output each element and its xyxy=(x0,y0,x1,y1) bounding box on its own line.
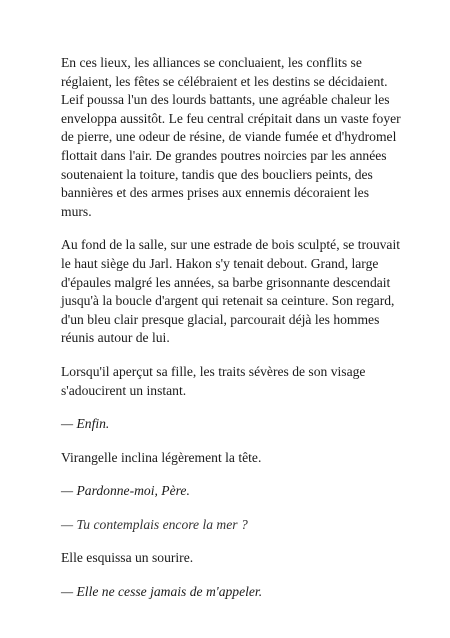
paragraph-sourire: Elle esquissa un sourire. xyxy=(61,550,194,566)
paragraph-father-reaction: Lorsqu'il aperçut sa fille, les traits sévères de son visage s'adoucirent un instant. xyxy=(61,363,366,398)
dialogue-line-appeler: — Elle ne cesse jamais de m'appeler. xyxy=(61,584,263,600)
paragraph-jarl-description: Au fond de la salle, sur une estrade de bois sculpté, se trouvait le haut siège du Jarl. Hakon s'y tenait debout. Grand, large d'épaules malgré les années, sa barbe grisonnante descendait jusqu'à la boucle d'argent qui retenait sa ceinture. Son regard, d'un bleu clair presque glacial, parcourait déjà les hommes réunis autour de lui. xyxy=(61,237,400,346)
document-page xyxy=(61,54,401,617)
paragraph-virangelle-bows: Virangelle inclina légèrement la tête. xyxy=(61,449,262,465)
dialogue-line-pardonne: — Pardonne-moi, Père. xyxy=(61,483,190,499)
paragraph-hall-description: En ces lieux, les alliances se concluaient, les conflits se réglaient, les fêtes se célébraient et les destins se décidaient. Leif poussa l'un des lourds battants, une agréable chaleur les enveloppa aussitôt. Le feu central crépitait dans un vaste foyer de pierre, une odeur de résine, de viande fumée et d'hydromel flottait dans l'air. De grandes poutres noircies par les années soutenaient la toiture, tandis que des boucliers peints, des bannières et des armes prises aux ennemis décoraient les murs. xyxy=(61,55,401,219)
dialogue-line-enfin: — Enfin. xyxy=(61,416,110,432)
dialogue-line-mer: — Tu contemplais encore la mer ? xyxy=(61,516,248,532)
